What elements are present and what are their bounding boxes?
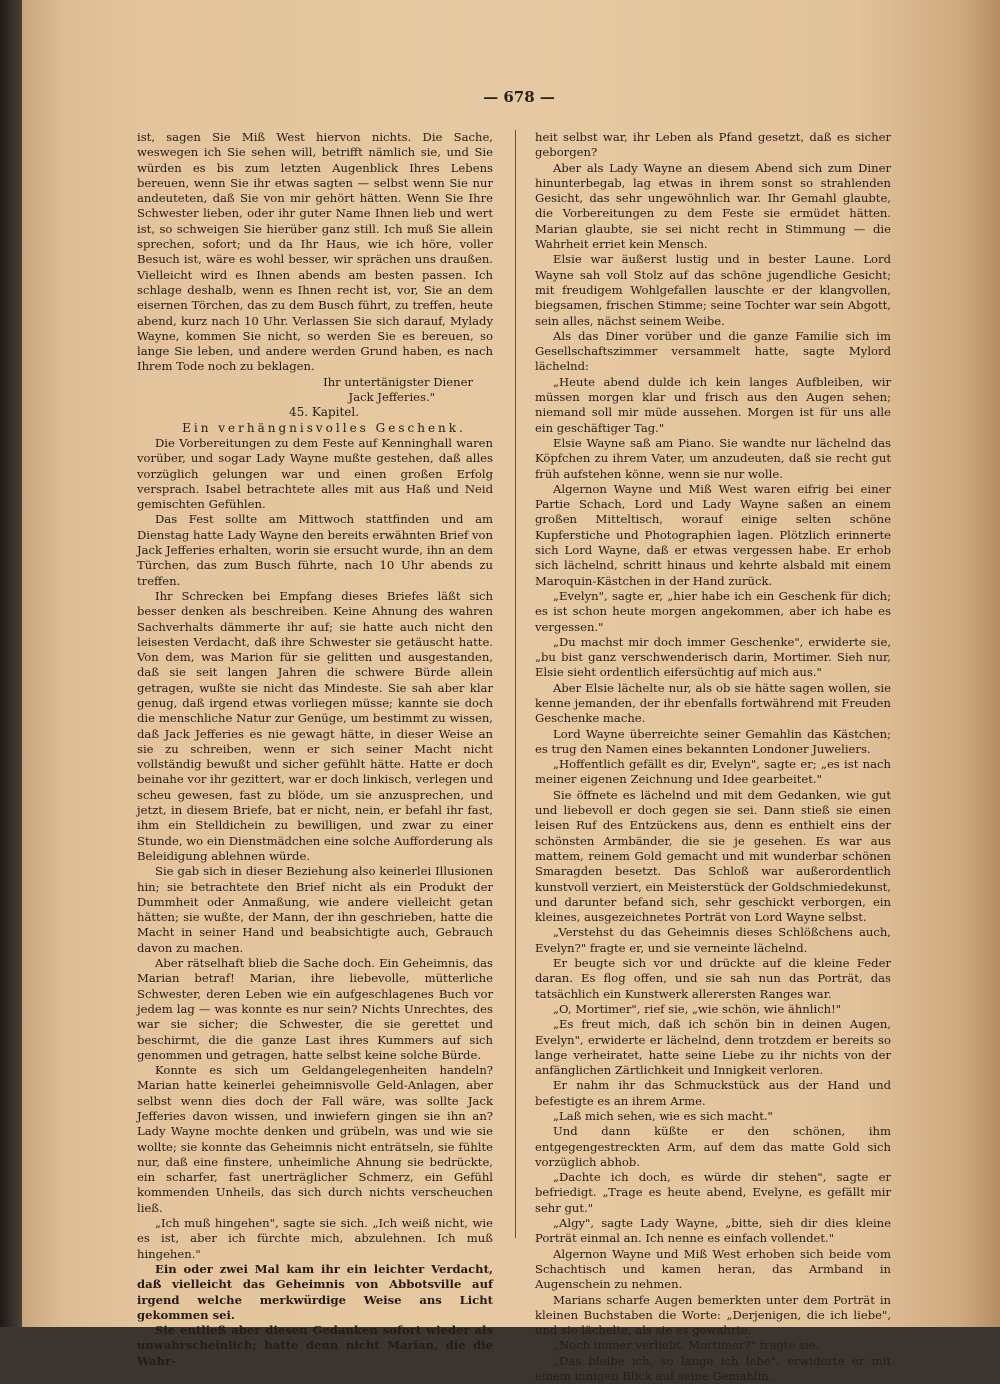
- paragraph: „Hoffentlich gefällt es dir, Evelyn", sagte er; „es ist nach meiner eigenen Zeichnung und Idee gearbeitet.": [535, 757, 891, 787]
- paragraph: Elsie Wayne saß am Piano. Sie wandte nur lächelnd das Köpfchen zu ihrem Vater, um anzudeuten, daß sie recht gut früh aufstehen könne, wenn sie nur wolle.: [535, 435, 891, 481]
- right-column: [535, 130, 891, 1384]
- letter-body: ist, sagen Sie Miß West hiervon nichts. Die Sache, weswegen ich Sie sehen will, betrifft nämlich sie, und Sie würden es bis zum letzten Augenblick Ihres Lebens bereuen, wenn Sie ihr etwas sagten — selbst wenn Sie nur andeuteten, daß Sie von mir gehört hätten. Wenn Sie Ihre Schwester lieben, oder ihr guter Name Ihnen lieb und wert ist, so schweigen Sie hierüber ganz still. Ich muß Sie allein sprechen, sofort; und da Ihr Haus, wie ich höre, voller Besuch ist, wäre es wohl besser, wir sprächen uns draußen. Vielleicht wird es Ihnen abends am besten passen. Ich schlage deshalb, wenn es Ihnen recht ist, vor, Sie an dem eisernen Törchen, das zu dem Busch führt, zu treffen, heute abend, kurz nach 10 Uhr. Verlassen Sie sich darauf, Mylady Wayne, kommen Sie nicht, so werden Sie es bereuen, so lange Sie leben, und andere werden Grund haben, es nach Ihrem Tode noch zu beklagen.: [137, 130, 493, 374]
- letter-signature: Jack Jefferies.": [348, 390, 435, 405]
- paragraph: „Verstehst du das Geheimnis dieses Schlößchens auch, Evelyn?" fragte er, und sie verneinte lächelnd.: [535, 925, 891, 955]
- paragraph: Die Vorbereitungen zu dem Feste auf Kenninghall waren vorüber, und sogar Lady Wayne mußte gestehen, daß alles vorzüglich gelungen war und einen großen Erfolg versprach. Isabel betrachtete alles mit aus Haß und Neid gemischten Gefühlen.: [137, 435, 493, 512]
- paragraph: Er nahm ihr das Schmuckstück aus der Hand und befestigte es an ihrem Arme.: [535, 1078, 891, 1108]
- paragraph: Aber Elsie lächelte nur, als ob sie hätte sagen wollen, sie kenne jemanden, der ihr ebenfalls fortwährend mit Freuden Geschenke mache.: [535, 680, 891, 726]
- paragraph: Sie öffnete es lächelnd und mit dem Gedanken, wie gut und liebevoll er doch gegen sie sei. Dann stieß sie einen leisen Ruf des Entzückens aus, denn es enthielt eins der schönsten Armbänder, die sie je gesehen. Es war aus mattem, reinem Gold gemacht und mit wunderbar schönen Smaragden besetzt. Das Schloß war außerordentlich kunstvoll verziert, ein Meisterstück der Goldschmiedekunst, und darunter befand sich, sehr geschickt verborgen, ein kleines, ausgezeichnetes Porträt von Lord Wayne selbst.: [535, 787, 891, 925]
- paragraph: Marians scharfe Augen bemerkten unter dem Porträt in kleinen Buchstaben die Worte: „Derjenigen, die ich liebe", und sie lächelte, als sie es gewahrte.: [535, 1292, 891, 1338]
- bold-text-block: [137, 1262, 493, 1369]
- paragraph: Als das Diner vorüber und die ganze Familie sich im Gesellschaftszimmer versammelt hatte, sagte Mylord lächelnd:: [535, 328, 891, 374]
- paragraph: „Es freut mich, daß ich schön bin in deinen Augen, Evelyn", erwiderte er lächelnd, denn trotzdem er bereits so lange verheiratet, hatte seine Liebe zu ihr nichts von der anfänglichen Zärtlichkeit und Innigkeit verloren.: [535, 1017, 891, 1078]
- paragraph: „Laß mich sehen, wie es sich macht.": [553, 1109, 773, 1123]
- paragraph: „Noch immer verliebt, Mortimer?" fragte sie.: [553, 1338, 820, 1353]
- paragraph: Aber als Lady Wayne an diesem Abend sich zum Diner hinunterbegab, lag etwas in ihrem sonst so strahlenden Gesicht, das sehr ungewöhnlich war. Ihr Gemahl glaubte, die Vorbereitungen zu dem Feste sie ermüdet hätten. Marian glaubte, sie sei nicht recht in Stimmung — die Wahrheit erriet kein Mensch.: [535, 160, 891, 252]
- paragraph: Und dann küßte er den schönen, ihm entgegengestreckten Arm, auf dem das matte Gold sich vorzüglich abhob.: [535, 1124, 891, 1169]
- column-divider: [515, 130, 516, 1238]
- paragraph: Das Fest sollte am Mittwoch stattfinden und am Dienstag hatte Lady Wayne den bereits erwähnten Brief von Jack Jefferies erhalten, worin sie ersucht wurde, ihn an dem Türchen, das zum Busch führte, nach 10 Uhr abends zu treffen.: [137, 512, 493, 588]
- paragraph: „Evelyn", sagte er, „hier habe ich ein Geschenk für dich; es ist schon heute morgen angekommen, aber ich habe es vergessen.": [535, 588, 891, 634]
- page-number: — 678 —: [483, 88, 555, 106]
- paragraph: Elsie war äußerst lustig und in bester Laune. Lord Wayne sah voll Stolz auf das schöne jugendliche Gesicht; mit freudigem Wohlgefallen lauschte er der klangvollen, biegsamen, frischen Stimme; seine Tochter war sein Abgott, sein alles, nächst seinem Weibe.: [535, 252, 891, 328]
- letter-closing: Ihr untertänigster Diener: [323, 374, 473, 389]
- chapter-title: Ein verhängnisvolles Geschenk.: [182, 420, 466, 435]
- paragraph: „Du machst mir doch immer Geschenke", erwiderte sie, „bu bist ganz verschwenderisch darin, Mortimer. Sieh nur, Elsie sieht ordentlich eifersüchtig auf mich aus.": [535, 634, 891, 680]
- paragraph: Sie entließ aber diesen Gedanken sofort wieder als unwahrscheinlich; hatte denn nicht Marian, die die Wahr-: [137, 1323, 493, 1368]
- paragraph: Ein oder zwei Mal kam ihr ein leichter Verdacht, daß vielleicht das Geheimnis von Abbotsville auf irgend welche merkwürdige Weise ans Licht gekommen sei.: [137, 1261, 493, 1322]
- paragraph: „Ich muß hingehen", sagte sie sich. „Ich weiß nicht, wie es ist, aber ich fürchte mich, abzulehnen. Ich muß hingehen.": [137, 1216, 493, 1261]
- book-gutter-shadow: [0, 0, 22, 1327]
- paragraph: heit selbst war, ihr Leben als Pfand gesetzt, daß es sicher geborgen?: [535, 130, 891, 160]
- paragraph: Algernon Wayne und Miß West erhoben sich beide vom Schachtisch und kamen heran, das Armband in Augenschein zu nehmen.: [535, 1246, 891, 1292]
- paragraph: Algernon Wayne und Miß West waren eifrig bei einer Partie Schach, Lord und Lady Wayne saßen an einem großen Mitteltisch, worauf einige selten schöne Kupferstiche und Photographien lagen. Plötzlich erinnerte sich Lord Wayne, daß er etwas vergessen habe. Er erhob sich lächelnd, schritt hinaus und kehrte alsbald mit einem Maroquin-Kästchen in der Hand zurück.: [535, 481, 891, 588]
- paragraph: Lord Wayne überreichte seiner Gemahlin das Kästchen; es trug den Namen eines bekannten Londoner Juweliers.: [535, 726, 891, 756]
- paragraph: „Heute abend dulde ich kein langes Aufbleiben, wir müssen morgen klar und frisch aus den Augen sehen; niemand soll mir müde aussehen. Morgen ist für uns alle ein geschäftiger Tag.": [535, 374, 891, 435]
- paragraph: „Algy", sagte Lady Wayne, „bitte, sieh dir dies kleine Porträt einmal an. Ich nenne es einfach vollendet.": [535, 1216, 891, 1246]
- paragraph: „O, Mortimer", rief sie, „wie schön, wie ähnlich!": [553, 1001, 842, 1016]
- paragraph: Sie gab sich in dieser Beziehung also keinerlei Illusionen hin; sie betrachtete den Brief nicht als ein Produkt der Dummheit oder Anmaßung, wie andere vielleicht getan hätten; sie wußte, der Mann, der ihn geschrieben, hatte die Macht in seiner Hand und beabsichtigte auch, Gebrauch davon zu machen.: [137, 864, 493, 955]
- paragraph: Ihr Schrecken bei Empfang dieses Briefes läßt sich besser denken als beschreiben. Keine Ahnung des wahren Sachverhalts dämmerte ihr auf; sie hatte auch nicht den leisesten Verdacht, daß ihre Schwester sie getäuscht hatte. Von dem, was Marion für sie gelitten und ausgestanden, daß sie seit langen Jahren die schwere Bürde allein getragen, wußte sie nicht das Mindeste. Sie sah aber klar genug, daß irgend etwas vorliegen müsse; kannte sie doch die menschliche Natur zur Genüge, um bestimmt zu wissen, daß Jack Jefferies es nie gewagt hätte, in dieser Weise an sie zu schreiben, wenn er sich seiner Macht nicht vollständig bewußt und sicher gefühlt hätte. Hatte er doch beinahe vor ihr gezittert, war er doch linkisch, verlegen und scheu gewesen, fast zu blöde, um sie anzusprechen, und jetzt, in diesem Briefe, bat er nicht, nein, er befahl ihr fast, ihm ein Stelldichein zu bewilligen, und zwar zu einer Stunde, wo ein Dienstmädchen eine solche Aufforderung als Beleidigung ablehnen würde.: [137, 588, 493, 863]
- paragraph: Konnte es sich um Geldangelegenheiten handeln? Marian hatte keinerlei geheimnisvolle Geld-Anlagen, aber selbst wenn dies doch der Fall wäre, was sollte Jack Jefferies davon wissen, und inwiefern gingen sie ihn an? Lady Wayne mochte denken und grübeln, was und wie sie wollte; sie konnte das Geheimnis nicht enträtseln, sie fühlte nur, daß eine finstere, unheimliche Ahnung sie bedrückte, ein scharfer, fast unerträglicher Schmerz, ein Gefühl kommenden Unheils, das sich durch nichts verscheuchen ließ.: [137, 1063, 493, 1215]
- paragraph: „Dachte ich doch, es würde dir stehen", sagte er befriedigt. „Trage es heute abend, Evelyne, es gefällt mir sehr gut.": [535, 1170, 891, 1215]
- paragraph: Er beugte sich vor und drückte auf die kleine Feder daran. Es flog offen, und sie sah nun das Porträt, das tatsächlich ein Kunstwerk allerersten Ranges war.: [535, 956, 891, 1001]
- paragraph: Aber rätselhaft blieb die Sache doch. Ein Geheimnis, das Marian betraf! Marian, ihre liebevolle, mütterliche Schwester, deren Leben wie ein aufgeschlagenes Buch vor jedem lag — was konnte es nur sein? Nichts Unrechtes, des war sie sicher; die Schwester, die sie gerettet und beschirmt, die die ganze Last ihres Kummers auf sich genommen und getragen, hatte selbst keine solche Bürde.: [137, 956, 493, 1062]
- left-column: [137, 130, 493, 1368]
- chapter-number: 45. Kapitel.: [288, 405, 360, 420]
- paragraph: „Das bleibe ich, so lange ich lebe", erwiderte er mit einem innigen Blick auf seine Gemahlin.: [535, 1353, 891, 1384]
